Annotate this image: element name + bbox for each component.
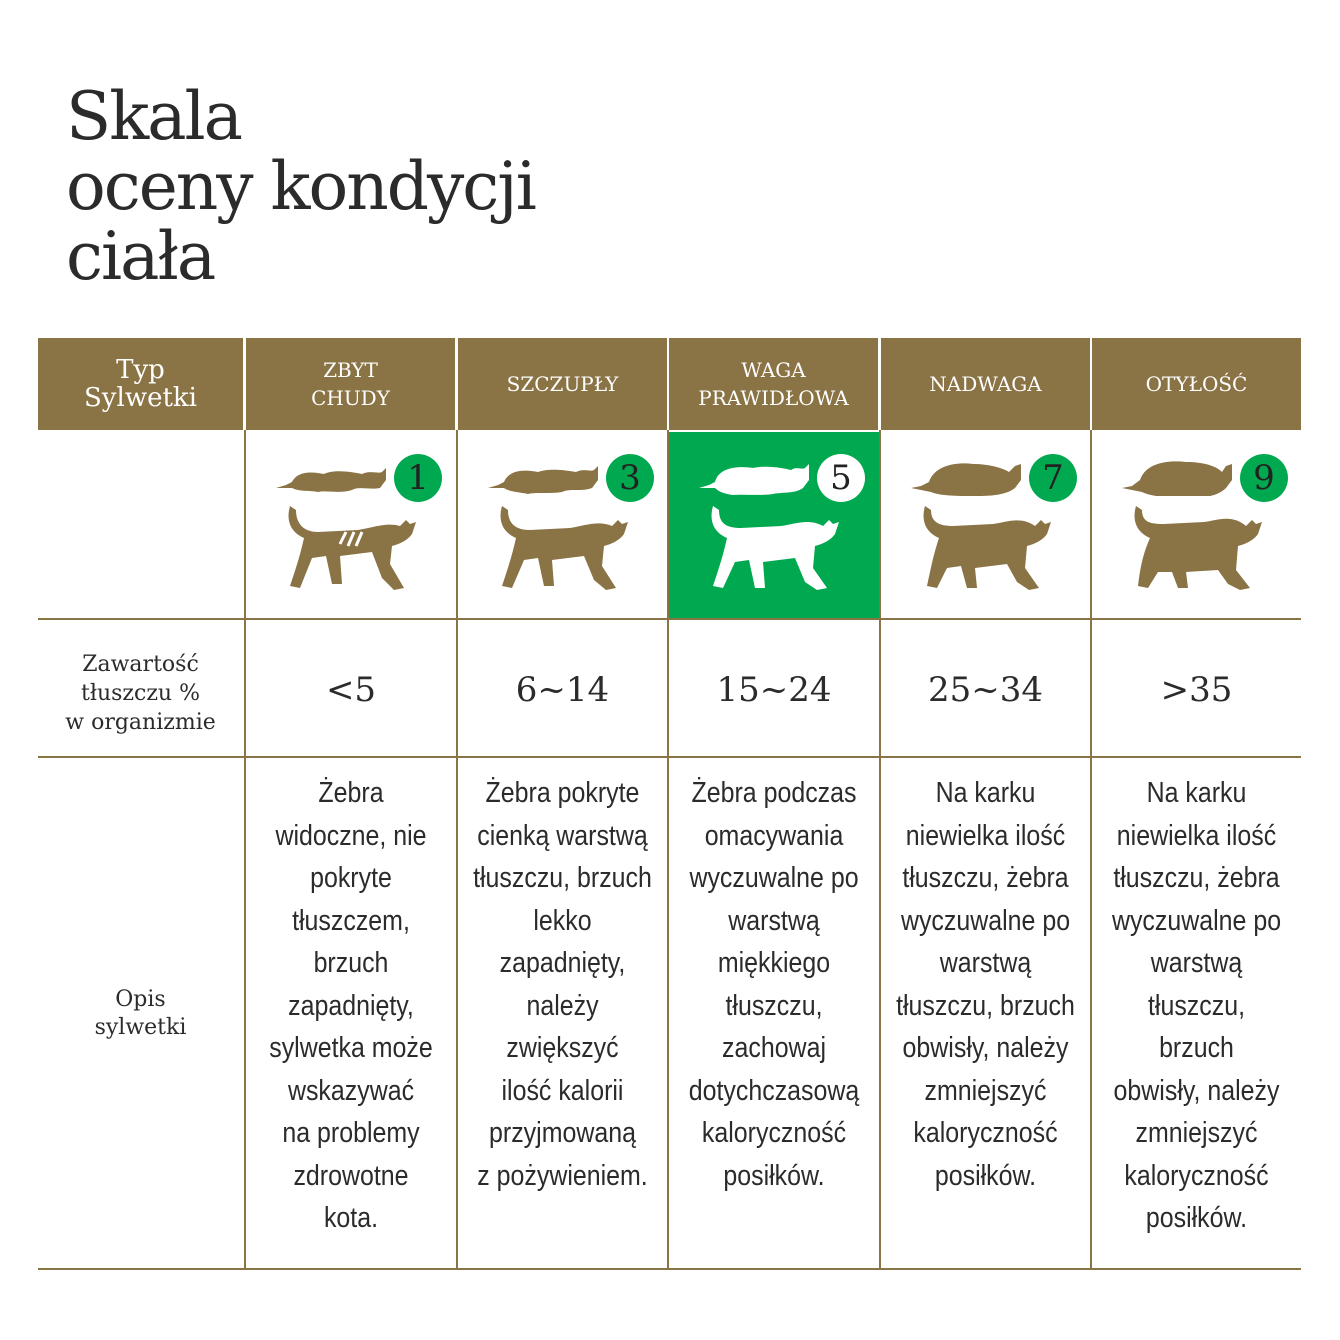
description-line: Żebra podczas [691, 777, 857, 809]
title-line-2: oceny kondycji [66, 148, 535, 225]
fat-value: 6~14 [515, 670, 610, 710]
description-line: wyczuwalne po [689, 862, 859, 894]
description-line: tłuszczem, [292, 904, 410, 937]
header-type-line-1: Typ [116, 355, 165, 385]
cat-top-view-icon [697, 460, 813, 496]
fat-label-line-3: w organizmie [65, 709, 216, 735]
description-cell-2 [473, 772, 653, 1197]
page-title [66, 78, 535, 295]
cat-top-view-icon [909, 460, 1025, 496]
description-line: ilość kalorii [501, 1074, 624, 1107]
header-category-3 [669, 338, 878, 430]
description-line: należy [526, 989, 599, 1022]
row-divider [38, 618, 1301, 620]
description-line: posiłków. [1145, 1202, 1248, 1234]
header-type-line-2: Sylwetki [84, 383, 197, 413]
fat-label-line-2: tłuszczu % [80, 680, 200, 706]
description-line: obwisły, należy [1113, 1074, 1280, 1107]
description-line: warstwą [728, 904, 820, 937]
cat-side-view-icon [1128, 502, 1268, 598]
silhouette-cell-4 [881, 432, 1090, 618]
description-line: kaloryczność [1124, 1159, 1269, 1192]
cat-top-view-icon [1120, 460, 1236, 496]
description-line: wyczuwalne po [1111, 904, 1282, 937]
score-badge: 1 [394, 454, 442, 502]
cat-side-view-icon [282, 502, 422, 598]
description-line: cienką warstwą [477, 819, 648, 852]
description-line: Żebra pokryte [485, 777, 640, 809]
fat-row-label [38, 638, 243, 748]
score-badge: 3 [606, 454, 654, 502]
description-line: zmniejszyć [1135, 1117, 1258, 1149]
description-line: zapadnięty, [499, 947, 626, 979]
cat-side-view-icon [705, 502, 845, 598]
cat-side-view-icon [917, 502, 1057, 598]
header-cat-3-line-2: PRAWIDŁOWA [698, 386, 849, 410]
description-line: tłuszczu, żebra [902, 862, 1069, 894]
fat-label-line-1: Zawartość [82, 651, 199, 677]
description-label-line-1: Opis [115, 987, 166, 1012]
description-line: obwisły, należy [902, 1032, 1069, 1064]
description-line: zdrowotne [293, 1159, 409, 1192]
description-line: tłuszczu, [725, 989, 823, 1022]
description-line: wyczuwalne po [900, 904, 1071, 937]
description-line: zapadnięty, [288, 989, 414, 1022]
header-category-1 [246, 338, 455, 430]
title-line-1: Skala [66, 78, 242, 155]
header-cat-5-line-1: OTYŁOŚĆ [1145, 372, 1248, 396]
header-category-2 [458, 338, 667, 430]
header-category-5 [1092, 338, 1301, 430]
silhouette-cell-5 [1092, 432, 1301, 618]
description-line: dotychczasową [688, 1074, 860, 1107]
description-line: tłuszczu, [1147, 989, 1246, 1022]
description-line: pokryte [310, 862, 392, 894]
title-line-3: ciała [66, 218, 215, 295]
description-line: niewielka ilość [1116, 819, 1277, 852]
description-line: brzuch [1159, 1032, 1234, 1064]
description-cell-5 [1107, 772, 1287, 1240]
description-line: kota. [323, 1202, 379, 1234]
header-cat-3-line-1: WAGA [741, 358, 806, 382]
header-category-4 [881, 338, 1090, 430]
score-badge: 7 [1029, 454, 1077, 502]
fat-value: <5 [325, 670, 377, 710]
description-cell-4 [896, 772, 1076, 1197]
description-line: kaloryczność [913, 1117, 1058, 1149]
description-line: warstwą [1150, 947, 1243, 979]
header-cat-1-line-1: ZBYT [323, 358, 378, 382]
description-line: zmniejszyć [924, 1074, 1047, 1107]
silhouette-cell-3-highlighted [669, 432, 879, 618]
description-line: miękkiego [717, 947, 831, 979]
silhouette-cell-1 [246, 432, 456, 618]
description-line: posiłków. [723, 1159, 825, 1192]
header-row [38, 338, 1301, 430]
description-cell-3 [684, 772, 865, 1197]
score-badge: 5 [817, 454, 865, 502]
description-line: Żebra [318, 777, 384, 809]
description-line: widoczne, nie [275, 819, 427, 852]
description-cell-1 [261, 772, 442, 1240]
description-line: posiłków. [934, 1159, 1037, 1192]
description-label-line-2: sylwetki [94, 1015, 187, 1040]
cat-top-view-icon [486, 460, 602, 496]
description-line: z pożywieniem. [477, 1159, 648, 1192]
description-line: tłuszczu, brzuch [473, 862, 652, 894]
header-cat-2-line-1: SZCZUPŁY [506, 372, 619, 396]
cat-top-view-icon [274, 460, 390, 496]
description-line: na problemy [282, 1117, 420, 1149]
description-line: brzuch [313, 947, 389, 979]
header-cat-1-line-2: CHUDY [311, 386, 390, 410]
description-line: zachowaj [722, 1032, 826, 1064]
description-line: przyjmowaną [489, 1117, 636, 1149]
description-line: lekko [533, 904, 592, 937]
description-line: kaloryczność [701, 1117, 847, 1149]
description-row-label [38, 758, 243, 1270]
description-line: Na karku [1146, 777, 1247, 809]
description-line: warstwą [939, 947, 1032, 979]
description-line: niewielka ilość [905, 819, 1066, 852]
description-line: tłuszczu, brzuch [896, 989, 1075, 1022]
cat-side-view-icon [494, 502, 634, 598]
description-line: tłuszczu, żebra [1113, 862, 1280, 894]
description-line: zwiększyć [506, 1032, 619, 1064]
fat-value: >35 [1160, 670, 1233, 710]
score-badge: 9 [1240, 454, 1288, 502]
description-line: wskazywać [287, 1074, 415, 1107]
description-line: omacywania [704, 819, 844, 852]
description-line: Na karku [935, 777, 1036, 809]
silhouette-cell-2 [458, 432, 667, 618]
header-cat-4-line-1: NADWAGA [929, 372, 1042, 396]
header-type-label [38, 338, 243, 430]
fat-value: 15~24 [716, 670, 832, 710]
fat-value: 25~34 [927, 670, 1043, 710]
description-line: sylwetka może [269, 1032, 433, 1064]
